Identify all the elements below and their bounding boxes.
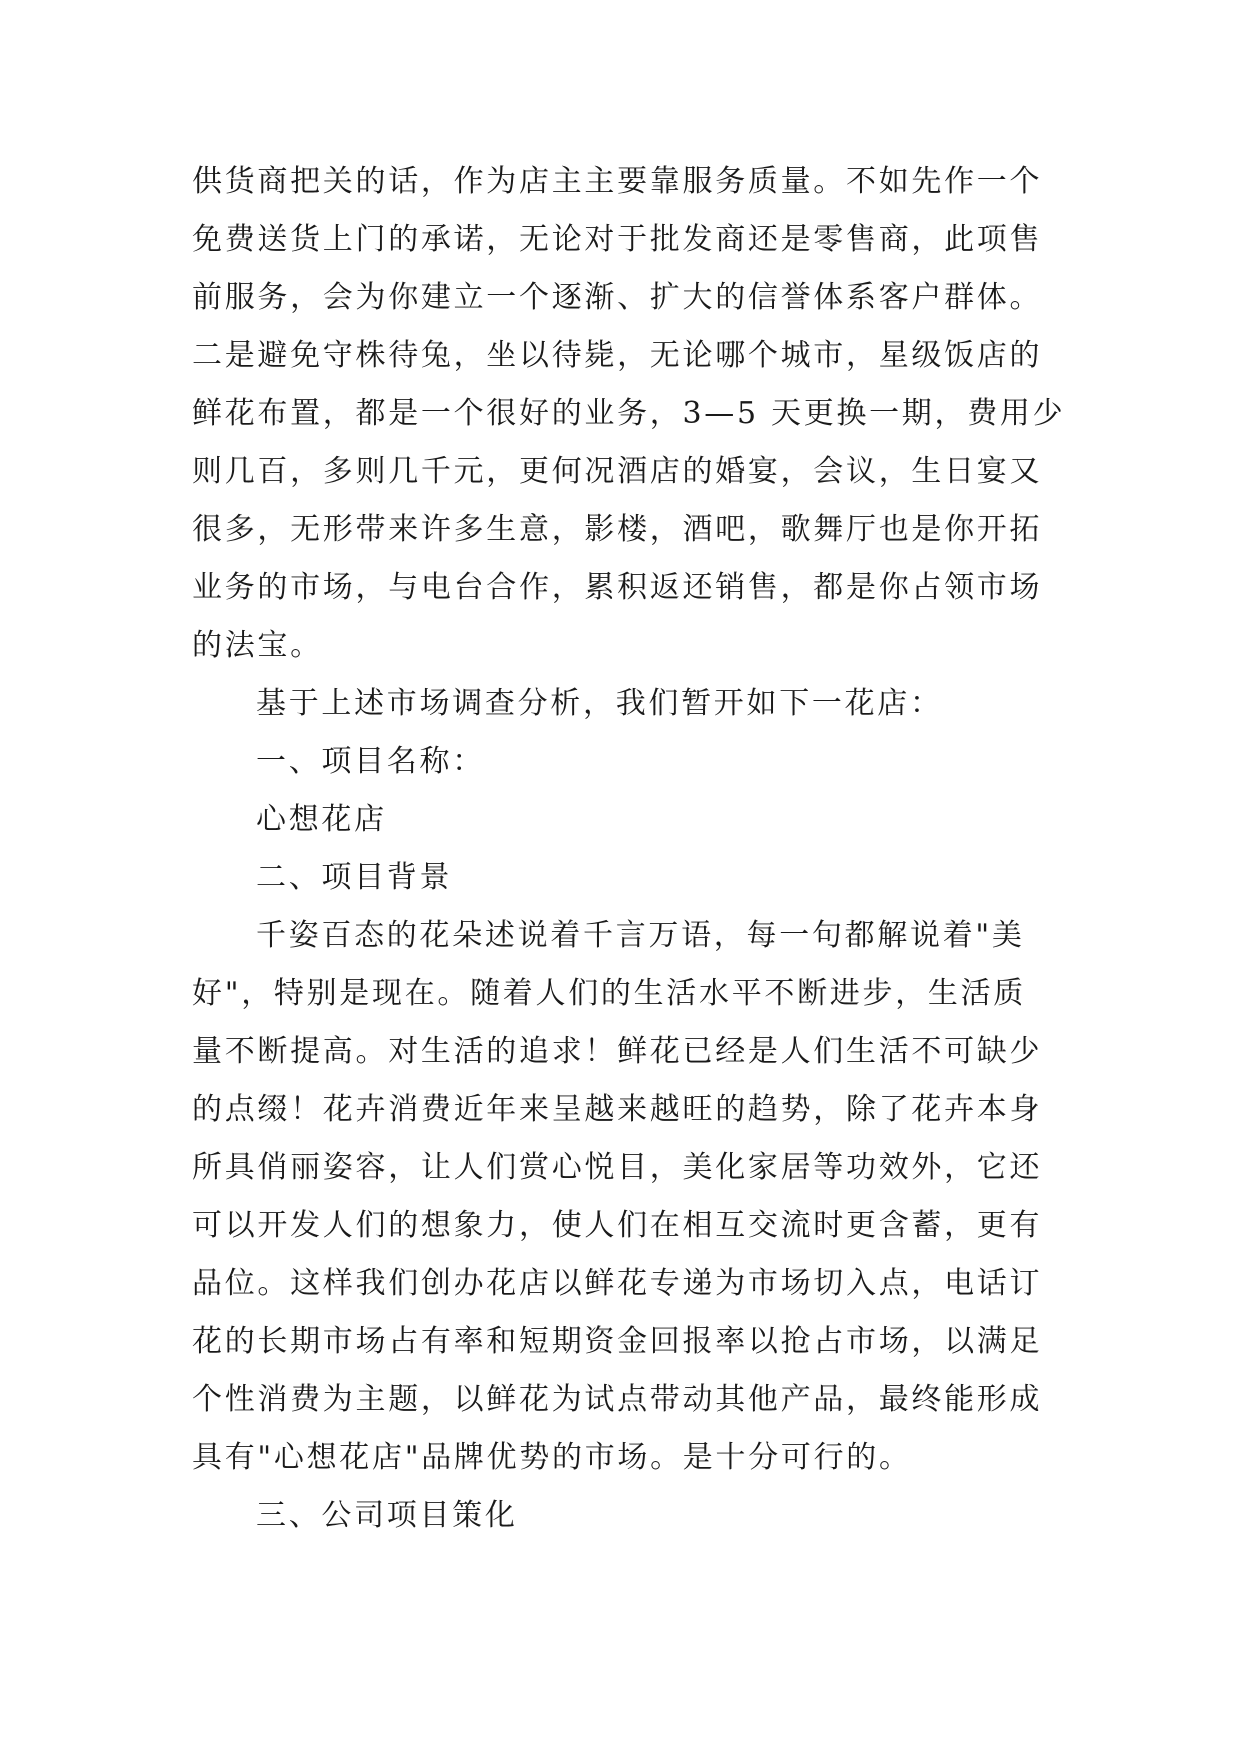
body-text-line: 很多，无形带来许多生意，影楼，酒吧，歌舞厅也是你开拓 [192, 512, 1043, 547]
body-text-line: 二是避免守株待兔，坐以待毙，无论哪个城市，星级饭店的 [192, 338, 1043, 373]
body-text-line: 量不断提高。对生活的追求！鲜花已经是人们生活不可缺少 [192, 1034, 1043, 1069]
paragraph-first-line: 千姿百态的花朵述说着千言万语，每一句都解说着"美 [256, 918, 1025, 953]
body-text-line: 个性消费为主题，以鲜花为试点带动其他产品，最终能形成 [192, 1382, 1043, 1417]
body-text-line: 花的长期市场占有率和短期资金回报率以抢占市场，以满足 [192, 1324, 1043, 1359]
body-text-line: 免费送货上门的承诺，无论对于批发商还是零售商，此项售 [192, 222, 1043, 257]
body-text-line: 供货商把关的话，作为店主主要靠服务质量。不如先作一个 [192, 164, 1043, 199]
body-text-line: 具有"心想花店"品牌优势的市场。是十分可行的。 [192, 1440, 912, 1475]
body-text-line: 的点缀！花卉消费近年来呈越来越旺的趋势，除了花卉本身 [192, 1092, 1043, 1127]
body-text-line: 鲜花布置，都是一个很好的业务，3—5 天更换一期，费用少 [192, 396, 1066, 431]
body-text-line: 则几百，多则几千元，更何况酒店的婚宴，会议，生日宴又 [192, 454, 1043, 489]
paragraph-first-line: 基于上述市场调查分析，我们暂开如下一花店： [256, 686, 943, 721]
body-text-line: 好"，特别是现在。随着人们的生活水平不断进步，生活质 [192, 976, 1026, 1011]
project-name: 心想花店 [256, 802, 387, 837]
body-text-line: 前服务，会为你建立一个逐渐、扩大的信誉体系客户群体。 [192, 280, 1043, 315]
section-heading: 一、项目名称： [256, 744, 485, 779]
body-text-line: 可以开发人们的想象力，使人们在相互交流时更含蓄，更有 [192, 1208, 1043, 1243]
body-text-line: 所具俏丽姿容，让人们赏心悦目，美化家居等功效外，它还 [192, 1150, 1043, 1185]
section-heading: 二、项目背景 [256, 860, 453, 895]
section-heading: 三、公司项目策化 [256, 1498, 518, 1533]
body-text-line: 业务的市场，与电台合作，累积返还销售，都是你占领市场 [192, 570, 1043, 605]
body-text-line: 的法宝。 [192, 628, 323, 663]
body-text-line: 品位。这样我们创办花店以鲜花专递为市场切入点，电话订 [192, 1266, 1043, 1301]
